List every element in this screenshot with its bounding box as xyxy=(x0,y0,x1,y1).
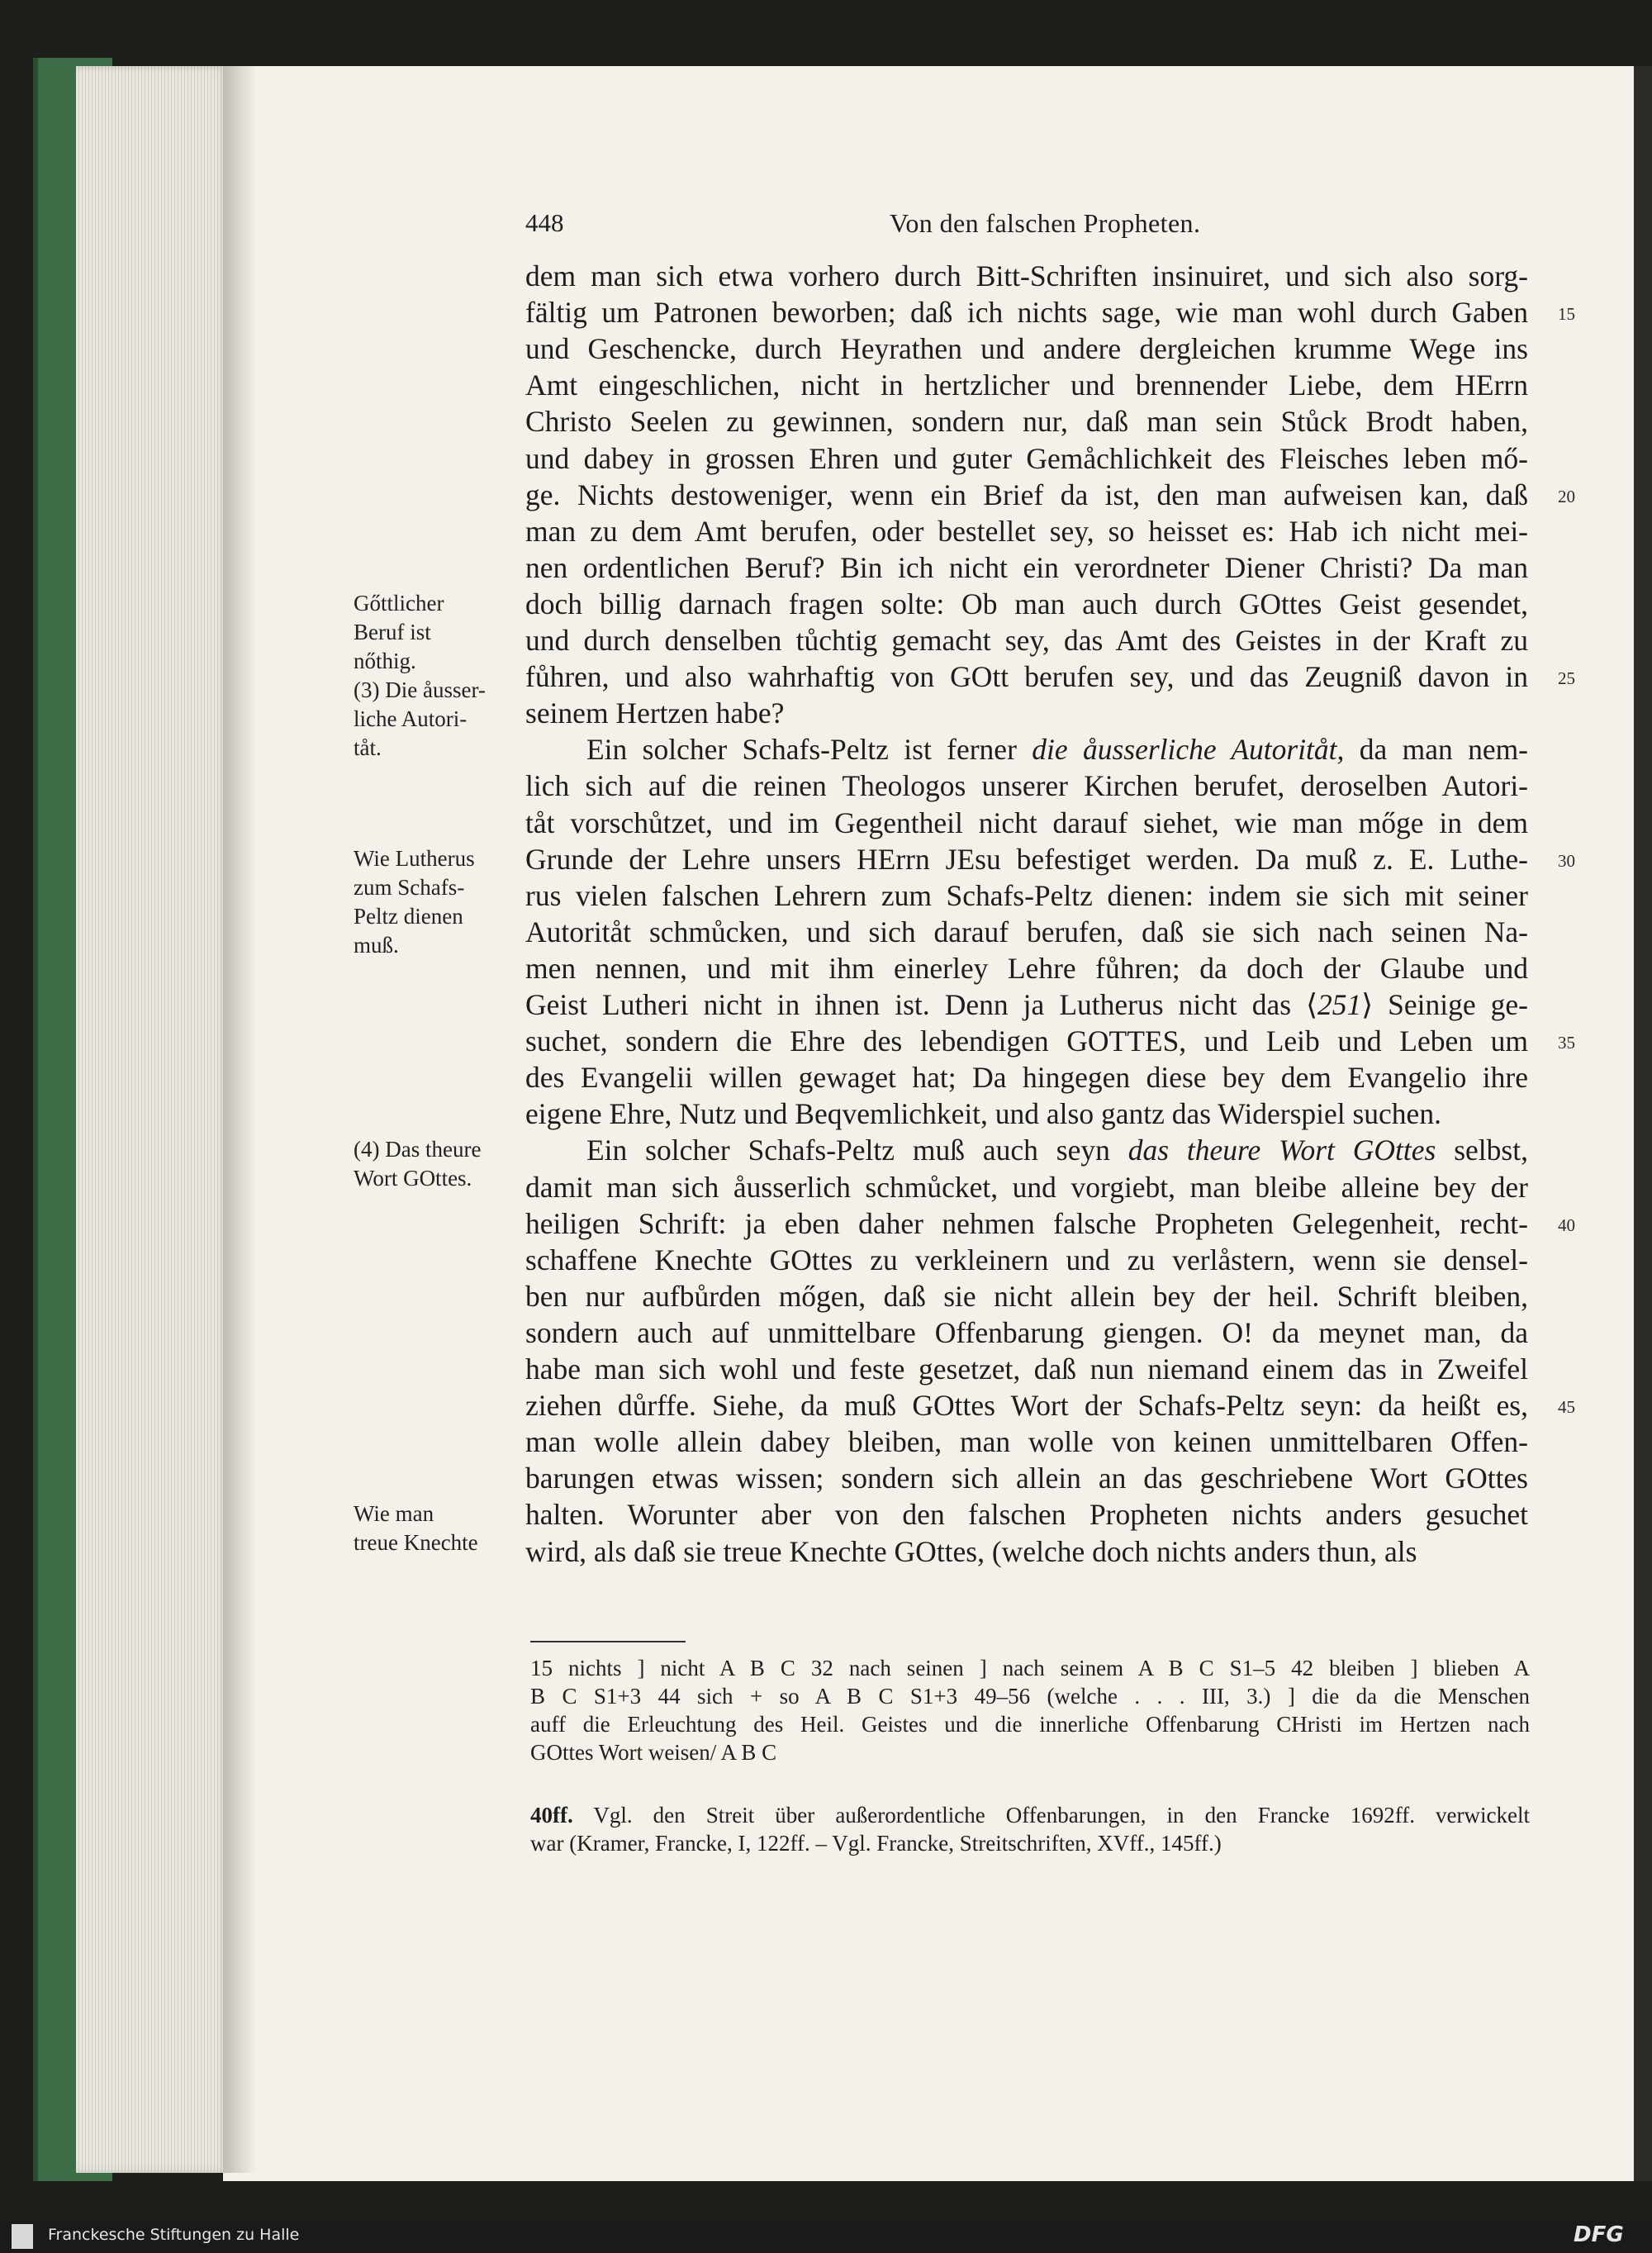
line-number: 35 xyxy=(1558,1033,1575,1053)
apparatus-line: 15 nichts ] nicht A B C 32 nach seinen ] nach seinem A B C S1–5 42 bleiben ] blieben A xyxy=(530,1656,1530,1680)
line-number: 45 xyxy=(1558,1397,1575,1418)
body-line: men nennen, und mit ihm einerley Lehre fůhren; da doch der Glaube und xyxy=(525,951,1528,985)
body-italic-run: die åusserliche Autoritåt, xyxy=(1032,733,1345,767)
body-line: man wolle allein dabey bleiben, man wolle von keinen unmittelbaren Offen- xyxy=(525,1425,1528,1459)
body-line: barungen etwas wissen; sondern sich allein an das geschriebene Wort GOttes xyxy=(525,1462,1528,1495)
body-line: wird, als daß sie treue Knechte GOttes, (welche doch nichts anders thun, als xyxy=(525,1534,1417,1568)
body-line: tåt vorschůtzet, und im Gegentheil nicht darauf siehet, wie man mőge in dem xyxy=(525,806,1528,839)
body-line: habe man sich wohl und feste gesetzet, daß nun niemand einem das in Zweifel xyxy=(525,1352,1528,1386)
margin-note-line: zum Schafs- xyxy=(354,874,465,900)
body-line xyxy=(525,986,1528,1023)
body-line: halten. Worunter aber von den falschen Propheten nichts anders gesuchet xyxy=(525,1498,1528,1532)
body-line: sondern auch auf unmittelbare Offenbarung giengen. O! da meynet man, da xyxy=(525,1315,1528,1349)
right-page-edge xyxy=(1634,66,1652,2181)
apparatus-line: GOttes Wort weisen/ A B C xyxy=(530,1740,777,1765)
body-text-run: Ein solcher Schafs-Peltz muß auch seyn xyxy=(586,1134,1128,1167)
body-italic-run: 251 xyxy=(1317,988,1362,1021)
body-line: dem man sich etwa vorhero durch Bitt-Schriften insinuiret, und sich also sorg- xyxy=(525,259,1528,292)
line-number: 25 xyxy=(1558,668,1575,689)
margin-note-line: treue Knechte xyxy=(354,1530,478,1556)
body-line: Grunde der Lehre unsers HErrn JEsu befestiget werden. Da muß z. E. Luthe- xyxy=(525,842,1528,876)
margin-note-line: Wort GOttes. xyxy=(354,1166,472,1191)
body-line: fůhren, und also wahrhaftig von GOtt berufen sey, und das Zeugniß davon in xyxy=(525,660,1528,694)
body-line: und Geschencke, durch Heyrathen und andere dergleichen krumme Wege ins xyxy=(525,332,1528,366)
commentary-ref: 40ff. xyxy=(530,1803,573,1828)
commentary-line xyxy=(530,1801,1530,1829)
body-line: nen ordentlichen Beruf? Bin ich nicht ein verordneter Diener Christi? Da man xyxy=(525,550,1528,584)
body-line: lich sich auf die reinen Theologos unserer Kirchen berufet, deroselben Autori- xyxy=(525,769,1528,803)
page-edges xyxy=(76,66,229,2173)
line-number: 20 xyxy=(1558,486,1575,506)
margin-note-line: Beruf ist xyxy=(354,619,431,644)
apparatus-line: B C S1+3 44 sich + so A B C S1+3 49–56 (welche . . . III, 3.) ] die da die Menschen xyxy=(530,1684,1530,1709)
body-line: ben nur aufbůrden mőgen, daß sie nicht allein bey der heil. Schrift bleiben, xyxy=(525,1279,1528,1313)
page-number: 448 xyxy=(525,208,564,237)
body-line: eigene Ehre, Nutz und Beqvemlichkeit, und also gantz das Widerspiel suchen. xyxy=(525,1097,1441,1131)
body-text-run: Ein solcher Schafs-Peltz ist ferner xyxy=(586,733,1032,767)
margin-note-line: (3) Die åusser- xyxy=(354,677,486,702)
margin-note-line: Gőttlicher xyxy=(354,590,444,616)
footnote-rule xyxy=(530,1641,686,1642)
margin-note-line: (4) Das theure xyxy=(354,1137,482,1162)
body-line: heiligen Schrift: ja eben daher nehmen falsche Propheten Gelegenheit, recht- xyxy=(525,1206,1528,1240)
margin-note-line: Peltz dienen xyxy=(354,903,463,929)
margin-note xyxy=(354,1500,519,1557)
margin-note-line: Wie man xyxy=(354,1501,434,1527)
apparatus-line: auff die Erleuchtung des Heil. Geistes und die innerliche Offenbarung CHristi im Hertzen nach xyxy=(530,1712,1530,1737)
margin-note xyxy=(354,1135,519,1193)
body-line: und dabey in grossen Ehren und guter Gemåchlichkeit des Fleisches leben mő- xyxy=(525,441,1528,475)
margin-note-line: liche Autori- xyxy=(354,706,468,731)
line-number: 30 xyxy=(1558,850,1575,871)
margin-note xyxy=(354,844,519,960)
body-line: Christo Seelen zu gewinnen, sondern nur, daß man sein Stůck Brodt haben, xyxy=(525,405,1528,439)
body-line: fältig um Patronen beworben; daß ich nichts sage, wie man wohl durch Gaben xyxy=(525,296,1528,330)
body-line: man zu dem Amt berufen, oder bestellet sey, so heisset es: Hab ich nicht mei- xyxy=(525,514,1528,548)
dfg-logo: DFG xyxy=(1574,2222,1624,2247)
line-number: 15 xyxy=(1558,304,1575,325)
institution-logo-icon xyxy=(12,2224,33,2249)
body-text-run: ⟩ Seinige ge- xyxy=(1361,988,1528,1021)
body-italic-run: das theure Wort GOttes xyxy=(1127,1134,1436,1167)
body-text-run: Geist Lutheri nicht in ihnen ist. Denn ja Lutherus nicht das ⟨ xyxy=(525,988,1317,1021)
margin-note xyxy=(354,589,519,763)
body-line: suchet, sondern die Ehre des lebendigen GOTTES, und Leib und Leben um xyxy=(525,1024,1528,1058)
body-line: ge. Nichts destoweniger, wenn ein Brief da ist, den man aufweisen kan, daß xyxy=(525,478,1528,511)
margin-note-line: tåt. xyxy=(354,734,382,760)
margin-note-line: Wie Lutherus xyxy=(354,845,475,871)
body-line xyxy=(525,731,1528,768)
gutter-shadow xyxy=(223,66,256,2173)
body-line: damit man sich åusserlich schmůcket, und vorgiebt, man bleibe alleine bey der xyxy=(525,1170,1528,1204)
body-line: Autoritåt schmůcken, und sich darauf berufen, daß sie sich nach seinen Na- xyxy=(525,915,1528,948)
body-line: rus vielen falschen Lehrern zum Schafs-Peltz dienen: indem sie sich mit seiner xyxy=(525,878,1528,912)
margin-note-line: nőthig. xyxy=(354,648,416,673)
body-line xyxy=(525,1132,1528,1168)
body-line: doch billig darnach fragen solte: Ob man auch durch GOttes Geist gesendet, xyxy=(525,587,1528,620)
body-line: des Evangelii willen gewaget hat; Da hingegen diese bey dem Evangelio ihre xyxy=(525,1061,1528,1095)
line-number: 40 xyxy=(1558,1214,1575,1235)
running-head: Von den falschen Propheten. xyxy=(890,208,1201,238)
commentary-line: war (Kramer, Francke, I, 122ff. – Vgl. Francke, Streitschriften, XVff., 145ff.) xyxy=(530,1831,1222,1856)
body-line: Amt eingeschlichen, nicht in hertzlicher und brennender Liebe, dem HErrn xyxy=(525,368,1528,402)
body-line: schaffene Knechte GOttes zu verkleinern und zu verlåstern, wenn sie densel- xyxy=(525,1243,1528,1276)
body-line: ziehen důrffe. Siehe, da muß GOttes Wort der Schafs-Peltz seyn: da heißt es, xyxy=(525,1389,1528,1423)
body-text-run: selbst, xyxy=(1436,1134,1528,1167)
margin-note-line: muß. xyxy=(354,932,399,958)
body-line: seinem Hertzen habe? xyxy=(525,696,785,730)
footer-institution: Franckesche Stiftungen zu Halle xyxy=(48,2226,300,2244)
body-line: und durch denselben tůchtig gemacht sey, das Amt des Geistes in der Kraft zu xyxy=(525,624,1528,657)
body-text-run: da man nem- xyxy=(1344,733,1529,767)
commentary-text: Vgl. den Streit über außerordentliche Offenbarungen, in den Francke 1692ff. verwickelt xyxy=(572,1803,1530,1828)
